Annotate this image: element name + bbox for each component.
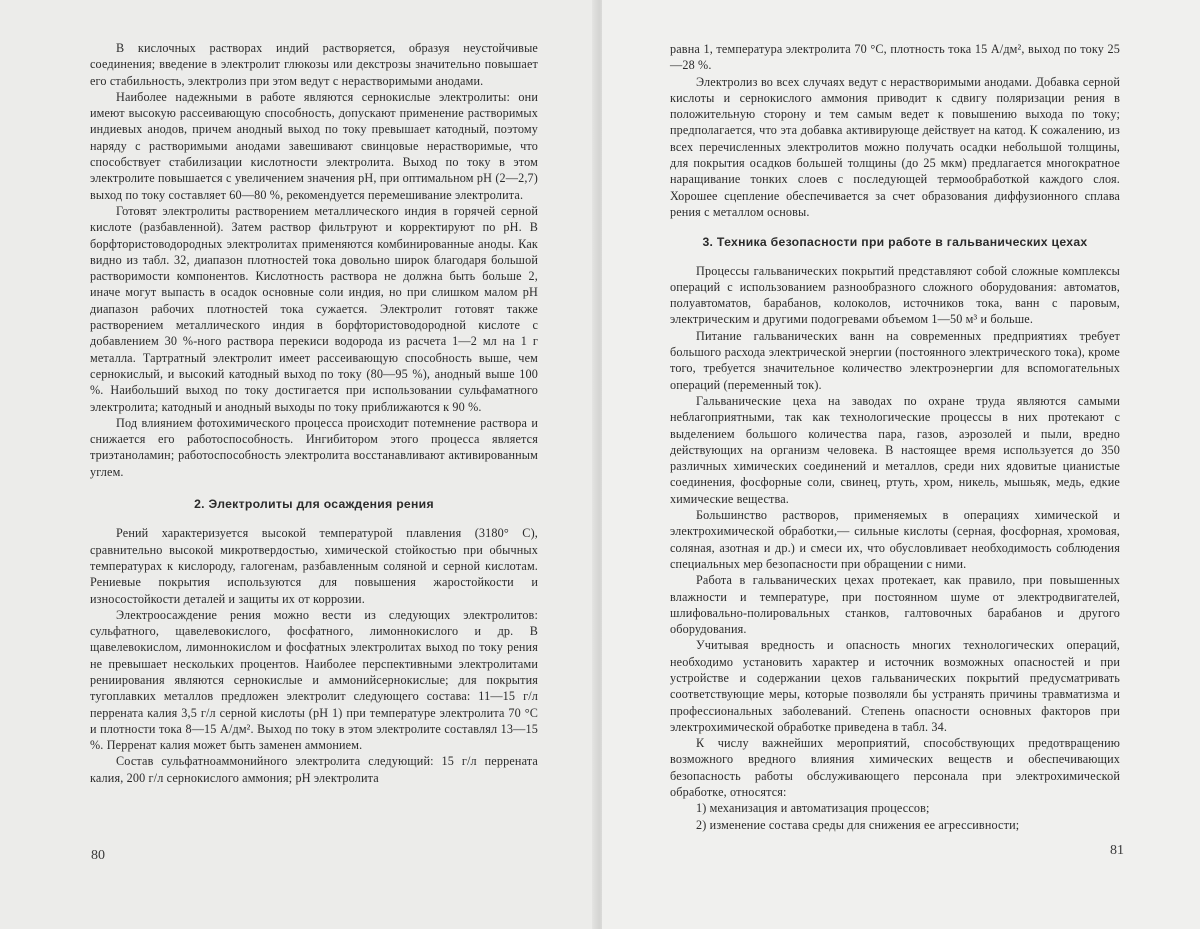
section-heading: 3. Техника безопасности при работе в гальванических цехах — [702, 235, 1088, 250]
paragraph: Процессы гальванических покрытий представляют собой сложные комплексы операций с использованием разнообразного сложного оборудования: автоматов, полуавтоматов, барабанов, колоколов, источников тока, ванн с паровым, электрическим и другими подогревами объемом 1—50 м³ и больше. — [670, 263, 1120, 327]
paragraph: Работа в гальванических цехах протекает, как правило, при повышенных влажности и температуре, при постоянном шуме от электродвигателей, шлифовально-полировальных станков, галтовочных барабанов и другого оборудования. — [670, 573, 1120, 637]
paragraph: Большинство растворов, применяемых в операциях химической и электрохимической обработки,— сильные кислоты (серная, фосфорная, хромовая, соляная, азотная и др.) и смеси их, что обусловливает необходимость соблюдения специальных мер безопасности при обращении с ними. — [670, 508, 1120, 571]
paragraph: Готовят электролиты растворением металлического индия в горячей серной кислоте (разбавленной). Затем раствор фильтруют и корректируют по pH. В борфтористоводородных электролитах применяются комбинированные аноды. Как видно из табл. 32, диапазон плотностей тока довольно широк благодаря большой растворимости компонентов. Кислотность раствора не должна быть больше 2, иначе могут выпасть в осадок основные соли индия, но при слишком малом pH диапазон рабочих плотностей тока сужается. Электролит готовят также растворением металлического индия в борфтористоводородной кислоте с добавлением 30 %-ного раствора перекиси водорода из расчета 1—2 мл на 1 г металла. Тартратный электролит имеет рассеивающую способность выше, чем сернокислый, и высокий катодный выход по току (80—95 %), анодный выше 100 %. Наибольший выход по току достигается при использовании сульфаматного электролита; катодный и анодный выходы по току приближаются к 90 %. — [90, 203, 538, 414]
left-text-column — [90, 40, 538, 786]
right-page — [602, 0, 1200, 929]
section-heading: 2. Электролиты для осаждения рения — [194, 497, 434, 512]
paragraph: Рений характеризуется высокой температурой плавления (3180° С), сравнительно высокой микротвердостью, химической стойкостью при обычных температурах к кислороду, галогенам, разбавленным соляной и серной кислотам. Рениевые покрытия используются для повышения жаростойкости и износостойкости деталей и защиты их от коррозии. — [90, 526, 538, 606]
paragraph: Наиболее надежными в работе являются сернокислые электролиты: они имеют высокую рассеивающую способность, допускают применение растворимых индиевых анодов, причем анодный выход по току превышает катодный, поэтому наряду с растворимыми анодами завешивают свинцовые нерастворимые, что способствует стабилизации кислотности электролита. Выход по току в этом электролите повышается с увеличением значения pH, при оптимальном pH (2—2,7) выход по току составляет 60—80 %, рекомендуется перемешивание электролита. — [90, 89, 538, 202]
page-number: 81 — [1110, 843, 1124, 858]
paragraph: Электроосаждение рения можно вести из следующих электролитов: сульфатного, щавелевокислого, фосфатного, лимоннокислого и др. В щавелевокислом, лимоннокислом и фосфатных электролитах выход по току рения не превышает нескольких процентов. Наиболее перспективными электролитами рениирования являются сернокислые и аммонийсернокислые; для покрытия тугоплавких металлов предложен электролит следующего состава: 11—15 г/л перрената калия 3,5 г/л серной кислоты (pH 1) при температуре электролита 70 °С и плотности тока 8—15 А/дм². Выход по току в этом электролите составлял 13—15 %. Перренат калия может быть заменен аммонием. — [90, 607, 538, 753]
left-page — [0, 0, 598, 929]
paragraph-continuation: равна 1, температура электролита 70 °С, плотность тока 15 А/дм², выход по току 25—28 %. — [670, 42, 1120, 73]
list-item: 2) изменение состава среды для снижения ее агрессивности; — [696, 817, 1020, 832]
paragraph: К числу важнейших мероприятий, способствующих предотвращению возможного вредного влияния химических веществ и обеспечивающих безопасность работы обслуживающего персонала при электрохимической обработке, относятся: — [670, 736, 1120, 800]
list-item: 1) механизация и автоматизация процессов; — [696, 801, 930, 816]
paragraph: В кислочных растворах индий растворяется, образуя неустойчивые соединения; введение в электролит глюкозы или декстрозы значительно повышает его стабильность, электролиз при этом ведут с нерастворимыми анодами. — [90, 41, 538, 88]
right-text-column — [670, 41, 1120, 833]
paragraph: Под влиянием фотохимического процесса происходит потемнение раствора и снижается его работоспособность. Ингибитором этого процесса является триэтаноламин; работоспособность электролита восстанавливают активированным углем. — [90, 415, 538, 479]
paragraph: Питание гальванических ванн на современных предприятиях требует большого расхода электрической энергии (постоянного электрического тока), кроме того, требуется значительное количество электроэнергии для вспомогательных операций (переменный ток). — [670, 328, 1120, 392]
paragraph: Учитывая вредность и опасность многих технологических операций, необходимо установить характер и источник возможных опасностей и при устройстве и содержании цехов гальванических покрытий предусматривать соответствующие меры, которые позволяли бы устранять причины травматизма и профессиональных заболеваний. Степень опасности основных факторов при электрохимической обработке приведена в табл. 34. — [670, 638, 1120, 734]
paragraph: Гальванические цеха на заводах по охране труда являются самыми неблагоприятными, так как технологические процессы в них протекают с выделением большого количества пара, газов, аэрозолей и пыли, вредно действующих на организм человека. В настоящее время используется до 350 различных химических соединений и металлов, среди них ядовитые цианистые соединения, фосфорные соли, свинец, ртуть, хром, никель, мышьяк, медь, едкие химические вещества. — [670, 393, 1120, 506]
page-number: 80 — [91, 848, 105, 863]
paragraph: Состав сульфатноаммонийного электролита следующий: 15 г/л перрената калия, 200 г/л сернокислого аммония; pH электролита — [90, 754, 538, 785]
paragraph: Электролиз во всех случаях ведут с нерастворимыми анодами. Добавка серной кислоты и сернокислого аммония приводит к сдвигу поляризации рения в положительную сторону и тем самым ведет к повышению выхода по току; предполагается, что эта добавка активирующе действует на катод. К сожалению, из всех перечисленных электролитов можно получать осадки небольшой толщины, для покрытия осадков большей толщины (до 25 мкм) предлагается многократное наращивание тонких слоев с последующей термообработкой каждого слоя. Хорошее сцепление обеспечивается за счет образования диффузионного сплава рения с металлом основы. — [670, 74, 1120, 219]
